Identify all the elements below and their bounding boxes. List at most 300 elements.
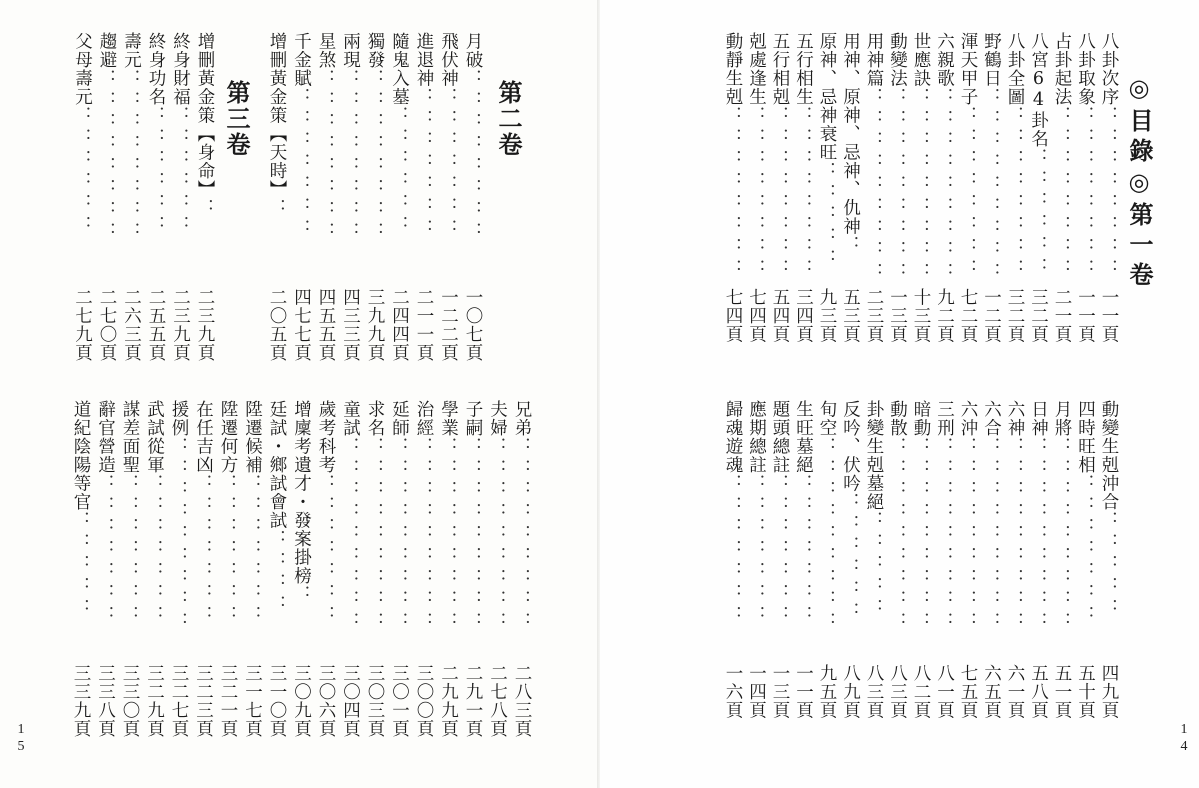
toc-entry-page-number: [388, 664, 411, 738]
toc-entry-title: 月破: [463, 32, 483, 69]
toc-entry-title: 旬空: [817, 400, 837, 437]
leader-dots: ：：：：：：：：: [365, 69, 385, 245]
page-label: 頁: [793, 325, 814, 344]
leader-dots: ：：：：：：：：: [746, 106, 767, 282]
toc-entry: [721, 400, 744, 690]
page-digits: 八一: [934, 664, 955, 701]
leader-dots: ：：：：：：：：: [958, 106, 978, 282]
toc-entry-page-number: [143, 664, 166, 738]
left-page: [0, 0, 598, 788]
page-digits: 七四: [746, 288, 767, 325]
leader-dots: ：：：：：：：：：: [981, 87, 1002, 285]
leader-dots: ：：：：：：：：：: [1028, 437, 1049, 635]
toc-entry: [933, 400, 956, 690]
toc-entry-title: 動變法: [887, 32, 908, 88]
leader-dots: ：：：：：：：: [414, 87, 434, 241]
toc-entry-page-number: [412, 664, 435, 738]
toc-entry-title: 飛伏神: [438, 32, 459, 88]
toc-entry-title: 月將: [1052, 400, 1072, 437]
leader-dots: ：：：：：：：：：: [934, 87, 955, 285]
leader-dots: ：：：：：：：：: [723, 106, 743, 282]
page-label: 頁: [487, 719, 508, 738]
toc-entry-title: 廷試・鄉試會試: [267, 400, 287, 530]
toc-entry: [1074, 400, 1097, 690]
page-label: 頁: [981, 325, 1002, 344]
toc-entry-page-number: [1027, 664, 1050, 720]
toc-entry: [437, 400, 460, 690]
toc-entry-page-number: [95, 288, 118, 362]
toc-entry-title: 獨發: [365, 32, 385, 69]
page-digits: 一一: [1099, 288, 1119, 325]
toc-entry: [1074, 32, 1097, 312]
page-label: 頁: [291, 343, 312, 362]
page-label: 頁: [864, 701, 884, 720]
page-label: 頁: [389, 719, 410, 738]
leader-dots: ：：：：：：：: [144, 474, 165, 628]
page-digits: 八九: [840, 664, 861, 701]
toc-entry-page-number: [193, 288, 216, 362]
leader-dots: ：：：：：：：：：: [463, 437, 483, 635]
toc-entry: [1003, 32, 1026, 312]
page-digits: 二七八: [487, 664, 508, 720]
toc-entry: [839, 400, 862, 690]
leader-dots: ：：：：：：：：：: [487, 437, 508, 635]
toc-entry-page-number: [768, 664, 791, 720]
page-label: 頁: [389, 343, 410, 362]
folio-left-1: 1: [17, 722, 25, 737]
toc-entry: [363, 32, 386, 302]
toc-entry-title: 題頭總註: [770, 400, 790, 474]
page-label: 頁: [723, 325, 743, 344]
toc-heading: ◎目錄◎第一卷: [1125, 74, 1153, 292]
toc-entry-page-number: [363, 664, 386, 738]
page-label: 頁: [414, 719, 434, 738]
toc-entry-page-number: [363, 288, 386, 362]
toc-entry-page-number: [510, 664, 533, 738]
leader-dots: ：：：：：：：：：: [911, 87, 931, 285]
leader-dots: ：：：：：: [1099, 511, 1119, 621]
leader-dots: ：：：：：：：: [793, 474, 814, 628]
page-label: 頁: [958, 701, 978, 720]
toc-entry: [95, 32, 118, 302]
page-digits: 二一一: [414, 288, 434, 344]
toc-entry-title: 童試: [340, 400, 361, 437]
toc-entry: [815, 32, 838, 312]
leader-dots: ：：：：：：: [389, 106, 410, 238]
toc-entry-title: 六親歌: [934, 32, 955, 88]
toc-entry-page-number: [437, 288, 460, 362]
page-digits: 一二: [981, 288, 1002, 325]
toc-entry-title: 兄弟: [512, 400, 532, 437]
toc-entry-page-number: [792, 664, 815, 720]
page-label: 頁: [1028, 701, 1049, 720]
toc-entry-title: 終身財福: [170, 32, 191, 106]
page-label: 頁: [981, 701, 1002, 720]
toc-entry-page-number: [909, 288, 932, 344]
page-digits: 五一: [1052, 664, 1072, 701]
toc-entry: [69, 400, 92, 690]
toc-entry-title: 延師: [389, 400, 410, 437]
page-digits: 二三九: [195, 288, 215, 344]
page-digits: 一一: [793, 664, 814, 701]
page-digits: 三三八: [95, 664, 116, 720]
page-label: 頁: [746, 325, 767, 344]
page-label: 頁: [365, 719, 385, 738]
leader-dots: ：：：：：：：：: [463, 69, 483, 245]
page-digits: 三二一: [218, 664, 238, 720]
page-label: 頁: [770, 701, 790, 720]
toc-entry: [486, 400, 509, 690]
toc-entry: [314, 32, 337, 302]
toc-entry-page-number: [1003, 664, 1026, 720]
toc-entry-page-number: [265, 664, 288, 738]
page-digits: 一三: [770, 664, 790, 701]
toc-entry: [745, 400, 768, 690]
page-digits: 二六三: [121, 288, 142, 344]
toc-entry-page-number: [886, 288, 909, 344]
toc-entry-page-number: [745, 288, 768, 344]
page-digits: 七二: [958, 288, 978, 325]
toc-entry-title: 夫婦: [487, 400, 508, 437]
leader-dots: ：：：：：：：：: [793, 106, 814, 282]
page-digits: 二八三: [512, 664, 532, 720]
page-label: 頁: [840, 325, 861, 344]
leader-dots: ：：：：：：：：：: [864, 87, 884, 285]
page-label: 頁: [365, 343, 385, 362]
page-label: 頁: [1005, 325, 1025, 344]
leader-dots: ：：：：：：：：：: [365, 437, 385, 635]
toc-entry: [412, 400, 435, 690]
toc-entry: [956, 32, 979, 312]
toc-entry: [980, 32, 1003, 312]
toc-entry-page-number: [839, 288, 862, 344]
page-digits: 五八: [1028, 664, 1049, 701]
leader-dots: ：：：：: [267, 529, 287, 618]
toc-entry-title: 辭官營造: [95, 400, 116, 474]
page-label: 頁: [242, 719, 263, 738]
page-digits: 四三三: [340, 288, 361, 344]
toc-entry: [265, 400, 288, 690]
page-label: 頁: [267, 719, 287, 738]
leader-dots: ：：：：：：：：：: [958, 437, 978, 635]
page-digits: 二一: [1052, 288, 1072, 325]
leader-dots: ：：：：：：：：: [1075, 106, 1096, 282]
toc-entry-title: 渾天甲子: [958, 32, 978, 106]
toc-entry-title: 趨避: [97, 32, 117, 69]
toc-entry-title: 動靜生剋: [723, 32, 743, 106]
toc-entry-title: 三刑: [934, 400, 955, 437]
toc-entry-page-number: [412, 288, 435, 362]
leader-dots: ：：：：：：：: [193, 474, 214, 628]
page-digits: 三〇四: [340, 664, 361, 720]
page-digits: 四七七: [291, 288, 312, 344]
toc-entry-page-number: [486, 664, 509, 738]
toc-entry-page-number: [1027, 288, 1050, 344]
page-label: 頁: [316, 343, 336, 362]
folio-right-1: 1: [1180, 722, 1188, 737]
leader-dots: ：：：：：：：：：: [887, 87, 908, 285]
toc-entry-page-number: [437, 664, 460, 738]
toc-entry: [388, 32, 411, 302]
toc-entry-page-number: [314, 664, 337, 738]
toc-entry: [1027, 32, 1050, 312]
toc-entry-page-number: [956, 288, 979, 344]
page-label: 頁: [793, 701, 814, 720]
leader-dots: ：：：：：：: [170, 106, 191, 238]
page-label: 頁: [817, 325, 837, 344]
toc-entry: [1003, 400, 1026, 690]
toc-entry-title: 八卦全圖: [1005, 32, 1025, 106]
toc-entry-page-number: [144, 288, 167, 362]
toc-entry-title: 歸魂遊魂: [723, 400, 743, 474]
toc-entry-page-number: [461, 288, 484, 362]
toc-entry-title: 在任吉凶: [193, 400, 214, 474]
page-label: 頁: [840, 701, 861, 720]
toc-entry-title: 五行相剋: [770, 32, 790, 106]
page-label: 頁: [817, 701, 837, 720]
toc-entry: [265, 32, 288, 302]
leader-dots: ：：：：：：：：：: [438, 437, 459, 635]
toc-entry: [193, 32, 216, 302]
leader-dots: ：：：：：：：：：: [1005, 437, 1025, 635]
toc-entry-page-number: [167, 664, 190, 738]
toc-entry-page-number: [1050, 664, 1073, 720]
leader-dots: ：：：：：：：: [770, 474, 790, 628]
toc-entry-page-number: [862, 288, 885, 344]
leader-dots: ：：：：：: [817, 161, 837, 271]
toc-entry-page-number: [792, 288, 815, 344]
leader-dots: ：：：：：：：：：: [1052, 437, 1072, 635]
toc-entry-title: 星煞: [316, 32, 336, 69]
page-digits: 三二七: [169, 664, 189, 720]
leader-dots: ：: [840, 235, 861, 258]
toc-entry: [363, 400, 386, 690]
toc-entry-title: 占卦起法: [1052, 32, 1072, 106]
folio-left-5: 5: [17, 739, 25, 754]
toc-entry-page-number: [265, 288, 288, 362]
toc-entry-page-number: [745, 664, 768, 720]
toc-entry-page-number: [1097, 288, 1120, 344]
toc-entry-page-number: [933, 288, 956, 344]
toc-entry-page-number: [216, 664, 239, 738]
toc-entry: [290, 400, 313, 690]
toc-entry-title: 日神: [1028, 400, 1049, 437]
toc-entry: [721, 32, 744, 312]
toc-entry-page-number: [339, 288, 362, 362]
page-digits: 三三九: [71, 664, 91, 720]
leader-dots: ：：：：：：：: [242, 474, 263, 628]
toc-entry-title: 援例: [169, 400, 189, 437]
page-label: 頁: [463, 719, 483, 738]
page-digits: 三三〇: [120, 664, 140, 720]
leader-dots: ：：：：：: [864, 511, 884, 621]
page-label: 頁: [934, 701, 955, 720]
toc-entry: [956, 400, 979, 690]
page-label: 頁: [267, 343, 287, 362]
page-label: 頁: [1005, 701, 1025, 720]
page-digits: 一一: [1075, 288, 1096, 325]
leader-dots: ：：：：：：：：：: [911, 437, 931, 635]
leader-dots: ：：：：：：：：: [97, 69, 117, 245]
toc-entry-page-number: [290, 288, 313, 362]
page-label: 頁: [71, 719, 91, 738]
toc-entry-page-number: [886, 664, 909, 720]
toc-entry-page-number: [721, 288, 744, 344]
toc-entry-title: 八卦次序: [1099, 32, 1119, 106]
toc-entry-page-number: [909, 664, 932, 720]
toc-entry-title: 暗動: [911, 400, 931, 437]
leader-dots: ：：：：：：：：: [121, 69, 142, 245]
leader-dots: ：：：：：：：: [1075, 474, 1096, 628]
page-digits: 五十: [1075, 664, 1096, 701]
page-digits: 七四: [723, 288, 743, 325]
page-digits: 六五: [981, 664, 1002, 701]
page-label: 頁: [887, 325, 908, 344]
toc-entry: [71, 32, 94, 302]
toc-entry-page-number: [1074, 664, 1097, 720]
page-label: 頁: [1028, 325, 1049, 344]
page-digits: 三一〇: [267, 664, 287, 720]
toc-entry: [933, 32, 956, 312]
leader-dots: ：：：：：：：：：: [981, 437, 1002, 635]
page-label: 頁: [958, 325, 978, 344]
page-label: 頁: [340, 719, 361, 738]
page-digits: 三二: [1005, 288, 1025, 325]
page-digits: 二七九: [72, 288, 93, 344]
right-page: [600, 0, 1199, 788]
page-label: 頁: [170, 343, 191, 362]
page-digits: 一〇七: [463, 288, 483, 344]
toc-entry-title: 野鶴日: [981, 32, 1002, 88]
folio-right-4: 4: [1180, 739, 1188, 754]
toc-entry: [510, 400, 533, 690]
toc-entry-title: 子嗣: [463, 400, 483, 437]
toc-entry: [768, 400, 791, 690]
leader-dots: ：：：：：：: [72, 106, 93, 238]
leader-dots: ：：：：：：：: [723, 474, 743, 628]
page-digits: 二七〇: [97, 288, 117, 344]
page-digits: 三二: [1028, 288, 1049, 325]
page-label: 頁: [512, 719, 532, 738]
toc-entry-page-number: [169, 288, 192, 362]
toc-entry-page-number: [1097, 664, 1120, 720]
toc-entry: [909, 32, 932, 312]
page-digits: 三〇一: [389, 664, 410, 720]
toc-entry: [118, 400, 141, 690]
page-digits: 九五: [817, 664, 837, 701]
toc-entry-page-number: [339, 664, 362, 738]
toc-entry: [1050, 400, 1073, 690]
page-digits: 四九: [1099, 664, 1119, 701]
leader-dots: ：：：：：：：：：: [817, 437, 837, 635]
page-digits: 三〇六: [316, 664, 336, 720]
toc-entry: [216, 400, 239, 690]
toc-entry: [768, 32, 791, 312]
toc-entry: [339, 400, 362, 690]
toc-entry-title: 陞遷何方: [218, 400, 238, 474]
toc-entry-page-number: [461, 664, 484, 738]
toc-entry-title: 增廩考遺才・發案掛榜: [291, 400, 312, 585]
leader-dots: ：：：：：：：：: [340, 69, 361, 245]
page-digits: 一二二: [438, 288, 459, 344]
toc-entry: [1050, 32, 1073, 312]
page-label: 頁: [218, 719, 238, 738]
toc-entry-page-number: [388, 288, 411, 362]
toc-entry: [290, 32, 313, 302]
page-label: 頁: [746, 701, 767, 720]
leader-dots: ：：：：：：：: [316, 474, 336, 628]
toc-entry-page-number: [1074, 288, 1097, 344]
toc-entry-title: 八宮64卦名: [1028, 32, 1049, 148]
page-digits: 三〇三: [365, 664, 385, 720]
page-digits: 九三: [817, 288, 837, 325]
toc-entry-title: 進退神: [414, 32, 434, 88]
toc-entry-title: 用神、原神、忌神、仇神: [840, 32, 861, 236]
page-digits: 一三: [887, 288, 908, 325]
toc-entry: [120, 32, 143, 302]
leader-dots: ：: [267, 198, 287, 221]
page-label: 頁: [864, 325, 884, 344]
toc-entry-page-number: [241, 664, 264, 738]
toc-entry: [388, 400, 411, 690]
toc-entry-title: 八卦取象: [1075, 32, 1096, 106]
page-digits: 五三: [840, 288, 861, 325]
toc-entry-title: 剋處逢生: [746, 32, 767, 106]
page-digits: 四五五: [316, 288, 336, 344]
toc-entry-title: 父母壽元: [72, 32, 93, 106]
page-label: 頁: [121, 343, 142, 362]
leader-dots: ：：：：：：: [1028, 148, 1049, 280]
page-label: 頁: [72, 343, 93, 362]
leader-dots: ：：：：：：：：: [316, 69, 336, 245]
toc-entry-title: 動變生剋沖合: [1099, 400, 1119, 511]
page-label: 頁: [340, 343, 361, 362]
leader-dots: ：：：：：：：：: [1005, 106, 1025, 282]
toc-entry-title: 四時旺相: [1075, 400, 1096, 474]
toc-entry-page-number: [290, 664, 313, 738]
leader-dots: ：：：：：：：：：: [887, 437, 908, 635]
toc-entry-title: 應期總註: [746, 400, 767, 474]
toc-entry-title: 原神、忌神衰旺: [817, 32, 837, 162]
toc-entry-title: 終身功名: [146, 32, 166, 106]
page-digits: 一四: [746, 664, 767, 701]
toc-entry: [94, 400, 117, 690]
page-digits: 三九九: [365, 288, 385, 344]
toc-entry-title: 兩現: [340, 32, 361, 69]
toc-entry-title: 隨鬼入墓: [389, 32, 410, 106]
toc-entry-page-number: [1003, 288, 1026, 344]
toc-entry: [792, 32, 815, 312]
toc-entry-title: 治經: [414, 400, 434, 437]
page-label: 頁: [120, 719, 140, 738]
leader-dots: ：：：：：：: [840, 492, 861, 624]
toc-entry: [339, 32, 362, 302]
toc-entry: [169, 32, 192, 302]
toc-entry-title: 謀差面聖: [120, 400, 140, 474]
page-digits: 三〇九: [291, 664, 312, 720]
toc-entry-page-number: [314, 288, 337, 362]
page-label: 頁: [911, 325, 931, 344]
toc-entry: [437, 32, 460, 302]
toc-entry-page-number: [815, 288, 838, 344]
page-digits: 二三九: [170, 288, 191, 344]
toc-entry-page-number: [933, 664, 956, 720]
leader-dots: ：：：：：：：：：: [340, 437, 361, 635]
toc-entry: [862, 32, 885, 312]
leader-dots: ：：：：：：：：: [770, 106, 790, 282]
toc-entry-page-number: [69, 664, 92, 738]
page-digits: 三二九: [144, 664, 165, 720]
